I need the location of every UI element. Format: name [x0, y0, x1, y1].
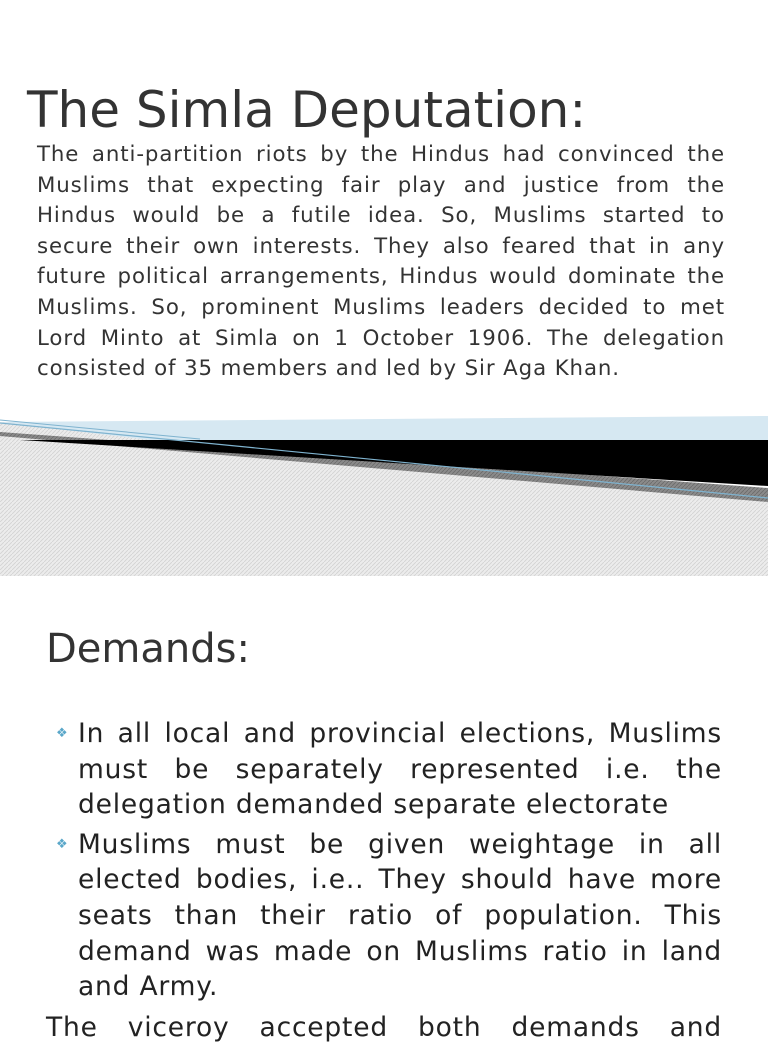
list-item	[52, 827, 722, 1005]
decorative-band	[0, 410, 768, 576]
demands-list	[52, 716, 722, 1009]
slide-body-text: The anti-partition riots by the Hindus had convinced the Muslims that expecting fair play and justice from the Hindus would be a futile idea. So, Muslims started to secure their own interests. They also feared that in any future political arrangements, Hindus would dominate the Muslims. So, prominent Muslims leaders decided to met Lord Minto at Simla on 1 October 1906. The delegation consisted of 35 members and led by Sir Aga Khan.	[37, 142, 725, 382]
trailing-text: The viceroy accepted both demands and	[46, 1012, 722, 1043]
list-item	[52, 716, 722, 823]
slide-title: The Simla Deputation:	[27, 81, 587, 139]
slide-demands	[0, 576, 768, 1043]
diamond-bullet-icon: ❖	[56, 836, 69, 852]
diamond-bullet-icon: ❖	[56, 726, 69, 741]
bullet-text: In all local and provincial elections, Muslims must be separately represented i.e. the delegation demanded separate electorate	[78, 718, 722, 821]
bullet-text: Muslims must be given weightage in all elected bodies, i.e.. They should have more seats than their ratio of population. This demand was made on Muslims ratio in land and Army.	[78, 828, 722, 1003]
slide-title: Demands:	[46, 626, 250, 672]
